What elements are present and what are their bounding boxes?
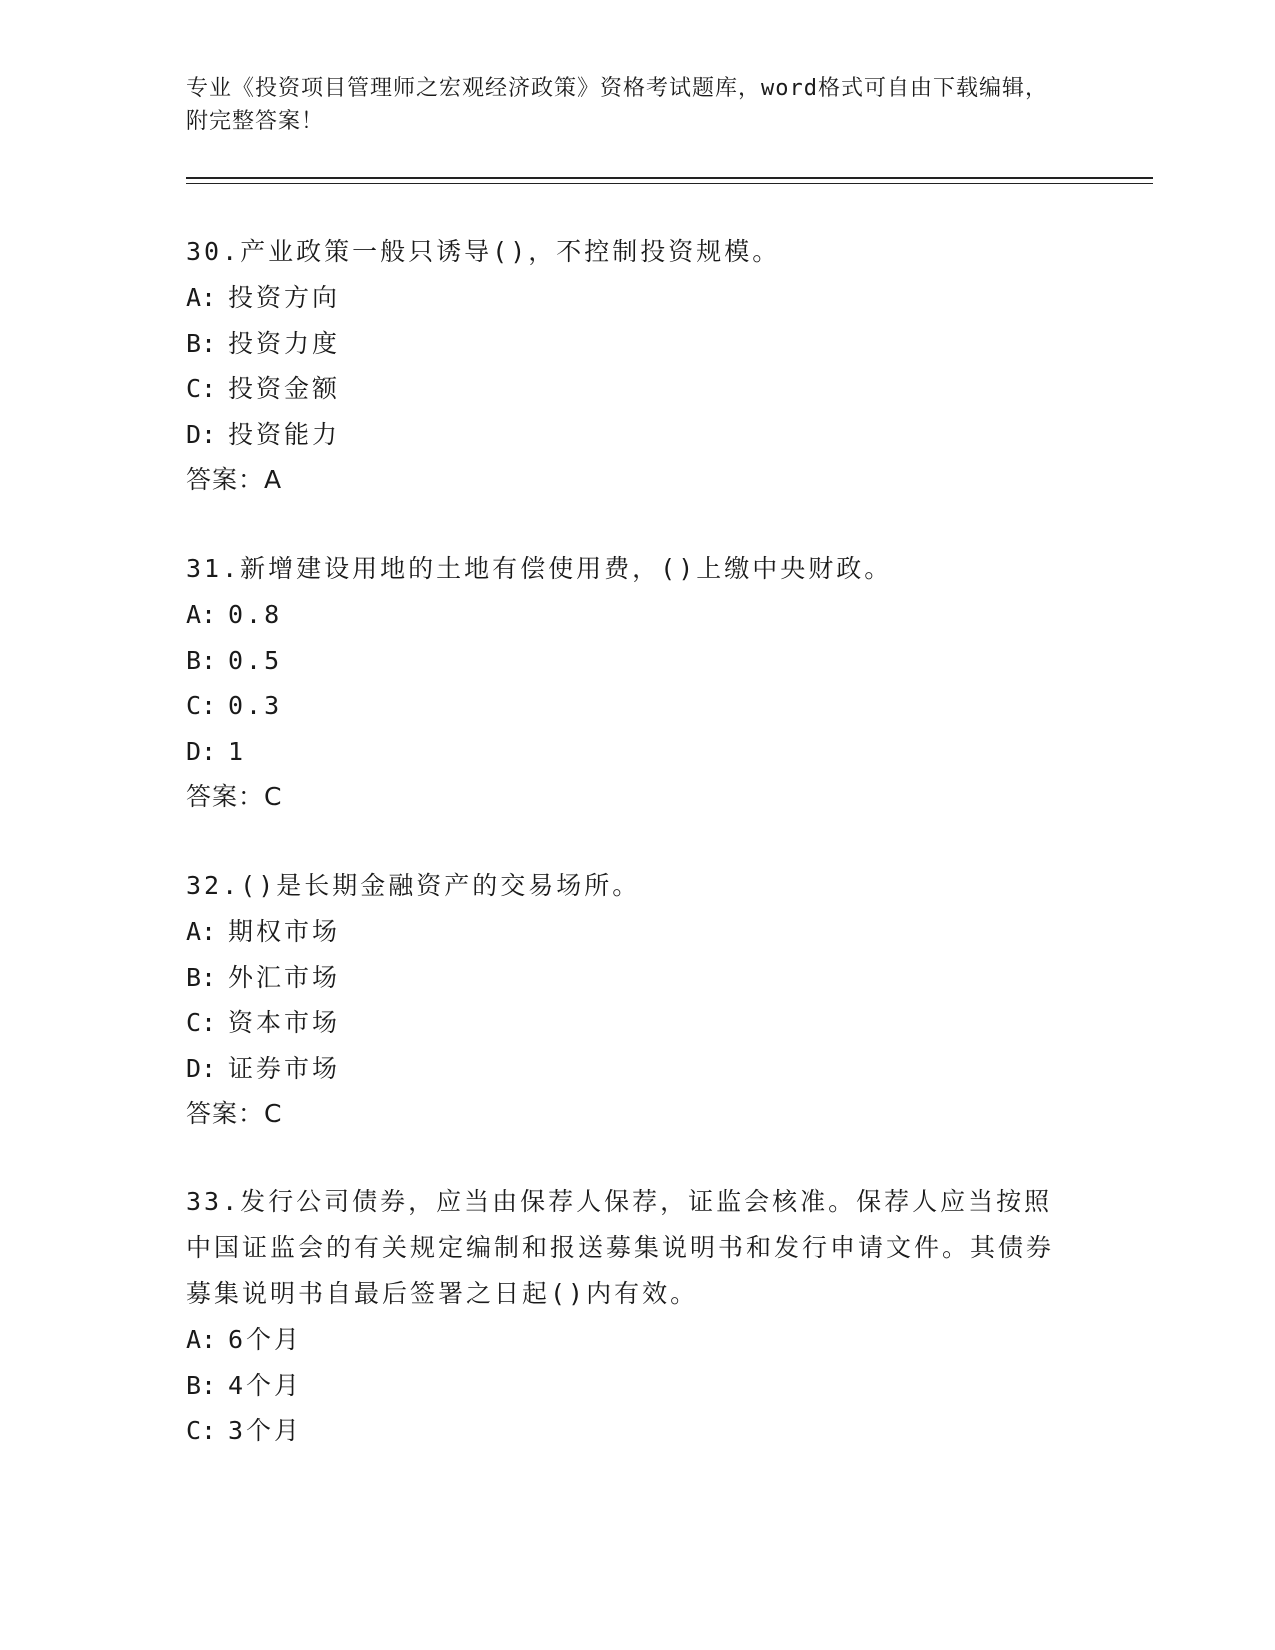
option-letter: A: bbox=[186, 1325, 217, 1354]
option-b bbox=[186, 638, 1086, 684]
option-a bbox=[186, 909, 1086, 955]
option-letter: C: bbox=[186, 1416, 217, 1445]
option-text: 外汇市场 bbox=[228, 962, 341, 992]
option-letter: B: bbox=[186, 328, 217, 358]
option-text: 0.3 bbox=[228, 691, 283, 720]
question-32 bbox=[186, 863, 1086, 1137]
question-33 bbox=[186, 1179, 1066, 1454]
option-d bbox=[186, 1046, 1086, 1092]
question-stem: 32.()是长期金融资产的交易场所。 bbox=[186, 871, 641, 900]
option-letter: A: bbox=[186, 917, 217, 946]
option-text: 0.5 bbox=[228, 645, 283, 675]
option-text: 投资力度 bbox=[228, 328, 341, 358]
option-b bbox=[186, 321, 1086, 367]
option-b bbox=[186, 1363, 1066, 1409]
option-a bbox=[186, 1317, 1066, 1363]
option-text: 资本市场 bbox=[228, 1008, 341, 1037]
option-c bbox=[186, 1408, 1066, 1454]
option-letter: D: bbox=[186, 736, 217, 766]
option-text: 4个月 bbox=[228, 1370, 303, 1400]
option-d bbox=[186, 729, 1086, 775]
option-d bbox=[186, 412, 1086, 458]
option-text: 1 bbox=[228, 736, 247, 766]
answer-label: 答案：C bbox=[186, 1099, 283, 1128]
question-31 bbox=[186, 546, 1086, 820]
option-text: 0.8 bbox=[228, 600, 283, 629]
option-letter: B: bbox=[186, 962, 217, 992]
option-text: 3个月 bbox=[228, 1416, 303, 1445]
answer-label: 答案：C bbox=[186, 782, 283, 811]
option-a bbox=[186, 275, 1086, 321]
option-letter: D: bbox=[186, 1053, 217, 1083]
option-text: 6个月 bbox=[228, 1325, 303, 1354]
option-c bbox=[186, 683, 1086, 729]
option-text: 期权市场 bbox=[228, 917, 341, 946]
option-letter: C: bbox=[186, 374, 217, 403]
option-c bbox=[186, 1000, 1086, 1046]
question-30 bbox=[186, 229, 1086, 503]
option-text: 投资能力 bbox=[228, 419, 341, 449]
option-letter: B: bbox=[186, 645, 217, 675]
header-intro: 专业《投资项目管理师之宏观经济政策》资格考试题库，word格式可自由下载编辑，附完整答案！ bbox=[186, 76, 1048, 134]
answer-label: 答案：A bbox=[186, 465, 283, 494]
option-letter: B: bbox=[186, 1370, 217, 1400]
option-letter: A: bbox=[186, 600, 217, 629]
option-c bbox=[186, 366, 1086, 412]
question-stem: 33.发行公司债券，应当由保荐人保荐，证监会核准。保荐人应当按照中国证监会的有关规定编制和报送募集说明书和发行申请文件。其债券募集说明书自最后签署之日起()内有效。 bbox=[186, 1187, 1055, 1308]
option-b bbox=[186, 955, 1086, 1001]
header-divider bbox=[186, 177, 1153, 179]
option-text: 证券市场 bbox=[228, 1053, 341, 1083]
option-letter: D: bbox=[186, 419, 217, 449]
option-letter: C: bbox=[186, 691, 217, 720]
option-letter: A: bbox=[186, 283, 217, 312]
option-text: 投资金额 bbox=[228, 374, 341, 403]
option-text: 投资方向 bbox=[228, 283, 341, 312]
option-a bbox=[186, 592, 1086, 638]
header-divider-secondary bbox=[186, 183, 1153, 184]
question-stem: 31.新增建设用地的土地有偿使用费，()上缴中央财政。 bbox=[186, 554, 893, 583]
option-letter: C: bbox=[186, 1008, 217, 1037]
question-stem: 30.产业政策一般只诱导()，不控制投资规模。 bbox=[186, 237, 781, 266]
